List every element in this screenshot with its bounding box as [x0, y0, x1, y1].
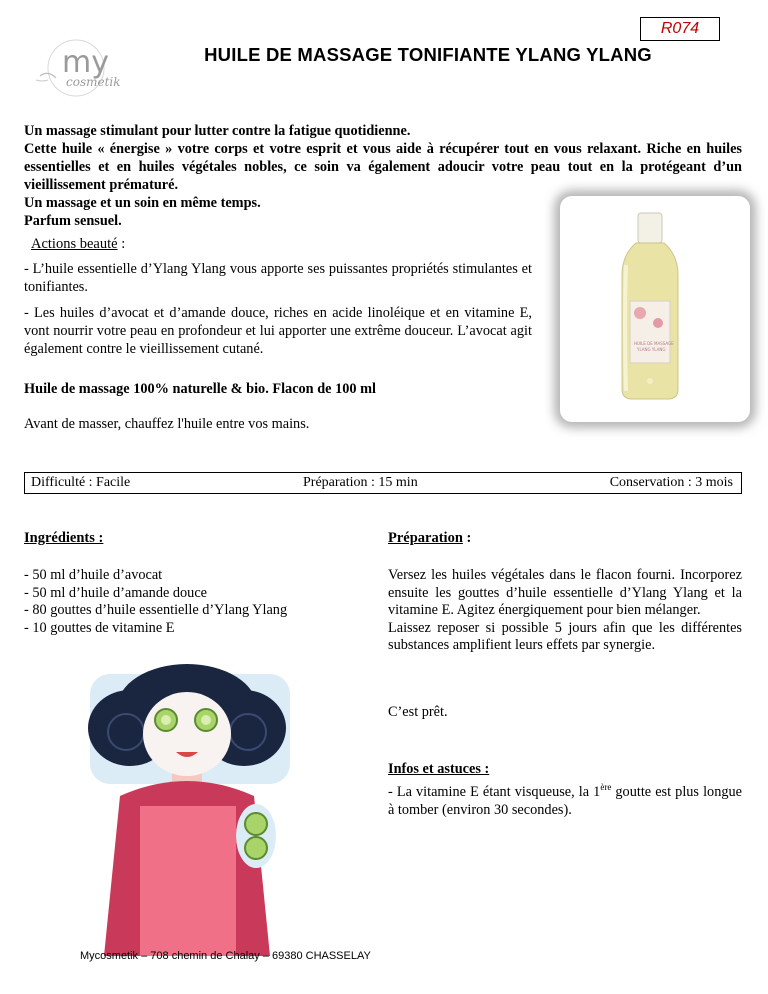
tips-text-end: goutte est plus longue à tomber (environ 30 secondes).: [388, 783, 742, 818]
conservation-label: Conservation : 3 mois: [609, 475, 733, 490]
preparation-step: Versez les huiles végétales dans le flacon fourni. Incorporez ensuite les gouttes d’huile essentielle d’Ylang Ylang et la vitamine E. Agitez énergiquement pour bien mélanger.: [388, 567, 742, 618]
ingredient-item: - 80 gouttes d’huile essentielle d’Ylang Ylang: [24, 602, 288, 618]
ingredient-item: - 50 ml d’huile d’amande douce: [24, 584, 208, 601]
tips-heading: Infos et astuces :: [388, 761, 490, 777]
tips-text: [388, 778, 742, 819]
oil-bottle-image: [610, 205, 690, 405]
preparation-step: Laissez reposer si possible 5 jours afin que les différentes substances amplifient leurs effets par synergie.: [388, 619, 742, 653]
intro-line: Cette huile « énergise » votre corps et votre esprit et vous aide à récupérer tout en vous relaxant. Riche en huiles essentielles et en huiles végétales nobles, ce soin va également adoucir votre peau tout en la protégeant d’un vieillissement prématuré.: [24, 141, 742, 193]
recipe-info-bar: [24, 472, 742, 494]
actions-heading: [31, 236, 125, 253]
svg-text:cosmetik: cosmetik: [66, 75, 121, 89]
ingredient-item: - 50 ml d’huile d’avocat: [24, 567, 163, 583]
action-item: - L’huile essentielle d’Ylang Ylang vous apporte ses puissantes propriétés stimulantes et tonifiantes.: [24, 261, 532, 295]
ready-text: C’est prêt.: [388, 704, 448, 720]
tips-text-start: - La vitamine E étant visqueuse, la 1: [388, 783, 601, 800]
preparation-time-label: Préparation : 15 min: [303, 475, 418, 490]
usage-instruction: Avant de masser, chauffez l'huile entre vos mains.: [24, 416, 310, 432]
svg-text:HUILE DE MASSAGE: HUILE DE MASSAGE: [634, 341, 674, 346]
intro-line: Parfum sensuel.: [24, 213, 122, 229]
intro-line: Un massage stimulant pour lutter contre la fatigue quotidienne.: [24, 123, 411, 139]
product-description: Huile de massage 100% naturelle & bio. Flacon de 100 ml: [24, 381, 376, 397]
mycosmetik-logo: [26, 36, 156, 100]
preparation-heading-label: Préparation: [388, 530, 463, 546]
difficulty-label: Difficulté : Facile: [31, 475, 131, 490]
preparation-text: [388, 567, 742, 655]
reference-code: R074: [640, 17, 720, 41]
intro-line: Un massage et un soin en même temps.: [24, 195, 261, 211]
preparation-heading: [388, 530, 471, 547]
action-item: - Les huiles d’avocat et d’amande douce, riches en acide linoléique et en vitamine E, vont nourrir votre peau en profondeur et lui apporter une extrême douceur. L’avocat agit également contre le vieillissement cutané.: [24, 305, 532, 357]
ingredients-list: [24, 567, 287, 637]
spa-woman-illustration: [80, 656, 370, 956]
ingredients-heading: Ingrédients :: [24, 530, 104, 546]
footer-address: Mycosmetik – 708 chemin de Chalay – 69380 CHASSELAY: [80, 950, 371, 962]
svg-text:YLANG YLANG: YLANG YLANG: [637, 347, 666, 352]
tips-superscript: ère: [600, 782, 612, 792]
preparation-heading-suffix: :: [462, 530, 472, 546]
actions-heading-suffix: :: [117, 236, 126, 252]
page-title: HUILE DE MASSAGE TONIFIANTE YLANG YLANG: [204, 44, 652, 65]
actions-heading-label: Actions beauté: [31, 236, 118, 252]
svg-text:my: my: [62, 45, 109, 80]
ingredient-item: - 10 gouttes de vitamine E: [24, 619, 175, 636]
